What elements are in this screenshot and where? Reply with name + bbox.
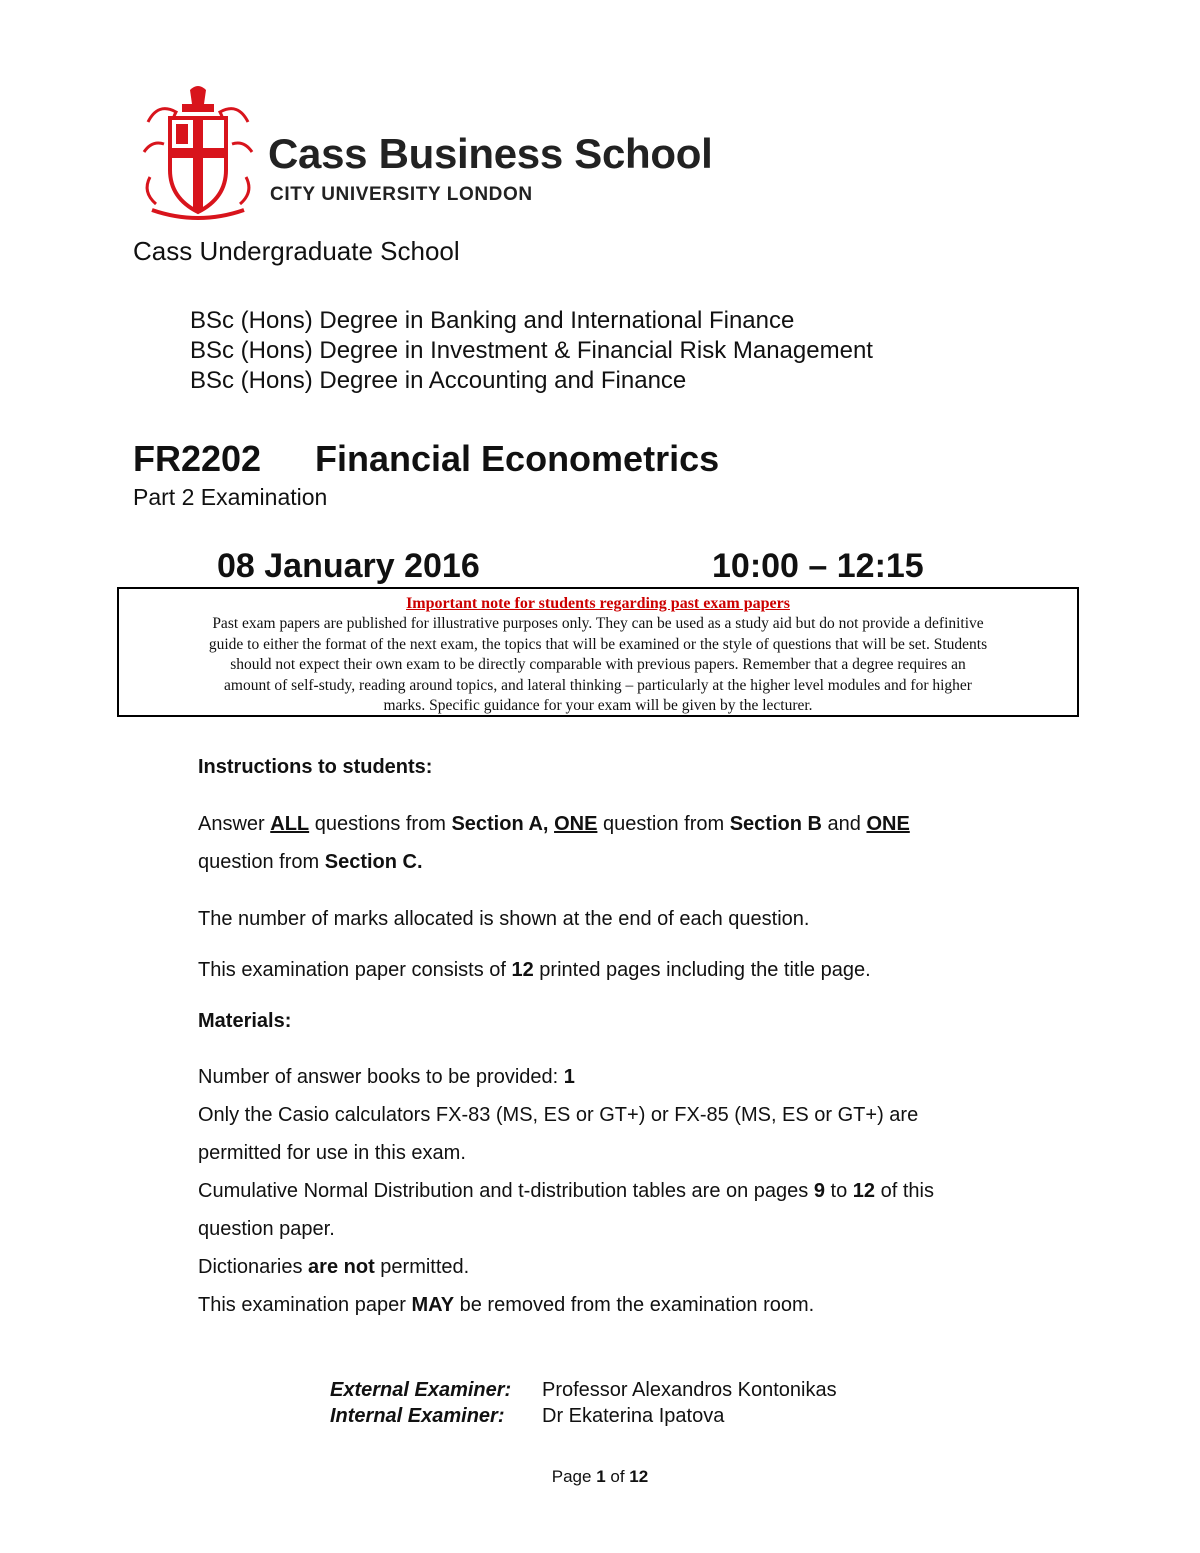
answer-books-line	[198, 1058, 1058, 1096]
section-ref: Section A,	[451, 813, 549, 835]
degree-item: BSc (Hons) Degree in Banking and International Finance	[190, 307, 795, 334]
materials-list	[198, 1058, 1058, 1324]
dictionaries-line	[198, 1248, 1058, 1286]
crest-icon	[138, 82, 258, 222]
emphasis: MAY	[411, 1294, 455, 1316]
exam-time: 10:00 – 12:15	[712, 547, 924, 585]
examiner-name: Dr Ekaterina Ipatova	[542, 1405, 725, 1427]
page-footer	[0, 1467, 1200, 1487]
examiner-name: Professor Alexandros Kontonikas	[542, 1379, 837, 1401]
course-code: FR2202	[133, 438, 262, 479]
text: and	[821, 813, 867, 835]
page-count: 12	[511, 959, 534, 981]
internal-examiner: Internal Examiner: Dr Ekaterina Ipatova	[330, 1405, 725, 1427]
logo-subtitle: CITY UNIVERSITY LONDON	[270, 184, 533, 205]
removal-line	[198, 1286, 1058, 1324]
text: be removed from the examination room.	[454, 1294, 815, 1316]
materials-heading: Materials:	[198, 1010, 292, 1032]
text: question from	[597, 813, 730, 835]
text: of this	[875, 1180, 934, 1202]
text: Dictionaries	[198, 1256, 309, 1278]
text: questions from	[309, 813, 452, 835]
text: This examination paper	[198, 1294, 412, 1316]
emphasis: ALL	[270, 813, 310, 835]
pages-note	[198, 959, 871, 982]
page-total: 12	[629, 1467, 649, 1486]
note-line: marks. Specific guidance for your exam will be given by the lecturer.	[383, 697, 813, 715]
tables-line	[198, 1172, 1058, 1210]
note-line: guide to either the format of the next exam, the topics that will be examined or the style of questions that will be set. Students	[208, 635, 988, 653]
school-name: Cass Undergraduate School	[133, 236, 460, 266]
calculator-line: permitted for use in this exam.	[198, 1142, 466, 1164]
external-examiner: External Examiner: Professor Alexandros Kontonikas	[330, 1379, 837, 1401]
note-line: amount of self-study, reading around topics, and lateral thinking – particularly at the higher level modules and for higher	[224, 676, 972, 694]
course-title: Financial Econometrics	[315, 438, 720, 479]
examiner-label: Internal Examiner	[330, 1405, 498, 1427]
examiners	[330, 1377, 837, 1429]
text: to	[824, 1180, 853, 1202]
text: of	[605, 1467, 630, 1486]
page-ref: 12	[852, 1180, 876, 1202]
text: Number of answer books to be provided:	[198, 1066, 564, 1088]
text: Cumulative Normal Distribution and t-distribution tables are on pages	[198, 1180, 814, 1202]
degree-list	[190, 306, 873, 396]
logo-name: Cass Business School	[268, 130, 713, 177]
text: Answer	[198, 813, 271, 835]
past-papers-note	[117, 587, 1079, 717]
emphasis: ONE	[554, 813, 598, 835]
note-line: should not expect their own exam to be directly comparable with previous papers. Remember that a degree requires an	[230, 656, 966, 674]
books-count: 1	[563, 1066, 575, 1088]
text: Page	[551, 1467, 597, 1486]
emphasis: ONE	[866, 813, 910, 835]
text: question from	[198, 851, 325, 873]
instructions-heading: Instructions to students:	[198, 756, 433, 778]
exam-part: Part 2 Examination	[133, 484, 328, 510]
section-ref: Section C.	[324, 851, 423, 873]
text: permitted.	[374, 1256, 470, 1278]
note-body	[119, 614, 1077, 717]
emphasis: are not	[308, 1256, 375, 1278]
note-line: Past exam papers are published for illustrative purposes only. They can be used as a study aid but do not provide a definitive	[212, 615, 984, 632]
calculator-line: Only the Casio calculators FX-83 (MS, ES or GT+) or FX-85 (MS, ES or GT+) are	[198, 1104, 919, 1126]
note-title: Important note for students regarding past exam papers	[406, 595, 790, 612]
text: printed pages including the title page.	[533, 959, 871, 981]
section-ref: Section B	[729, 813, 822, 835]
page-number: 1	[596, 1467, 606, 1486]
examiner-label: External Examiner	[330, 1379, 505, 1401]
degree-item: BSc (Hons) Degree in Investment & Financial Risk Management	[190, 337, 873, 364]
text: This examination paper consists of	[198, 959, 512, 981]
answer-instructions	[198, 805, 1018, 881]
degree-item: BSc (Hons) Degree in Accounting and Finance	[190, 367, 687, 394]
exam-date: 08 January 2016	[217, 547, 480, 585]
tables-line: question paper.	[198, 1218, 335, 1240]
marks-note: The number of marks allocated is shown at the end of each question.	[198, 908, 810, 930]
school-logo	[138, 82, 713, 222]
page-ref: 9	[813, 1180, 825, 1202]
